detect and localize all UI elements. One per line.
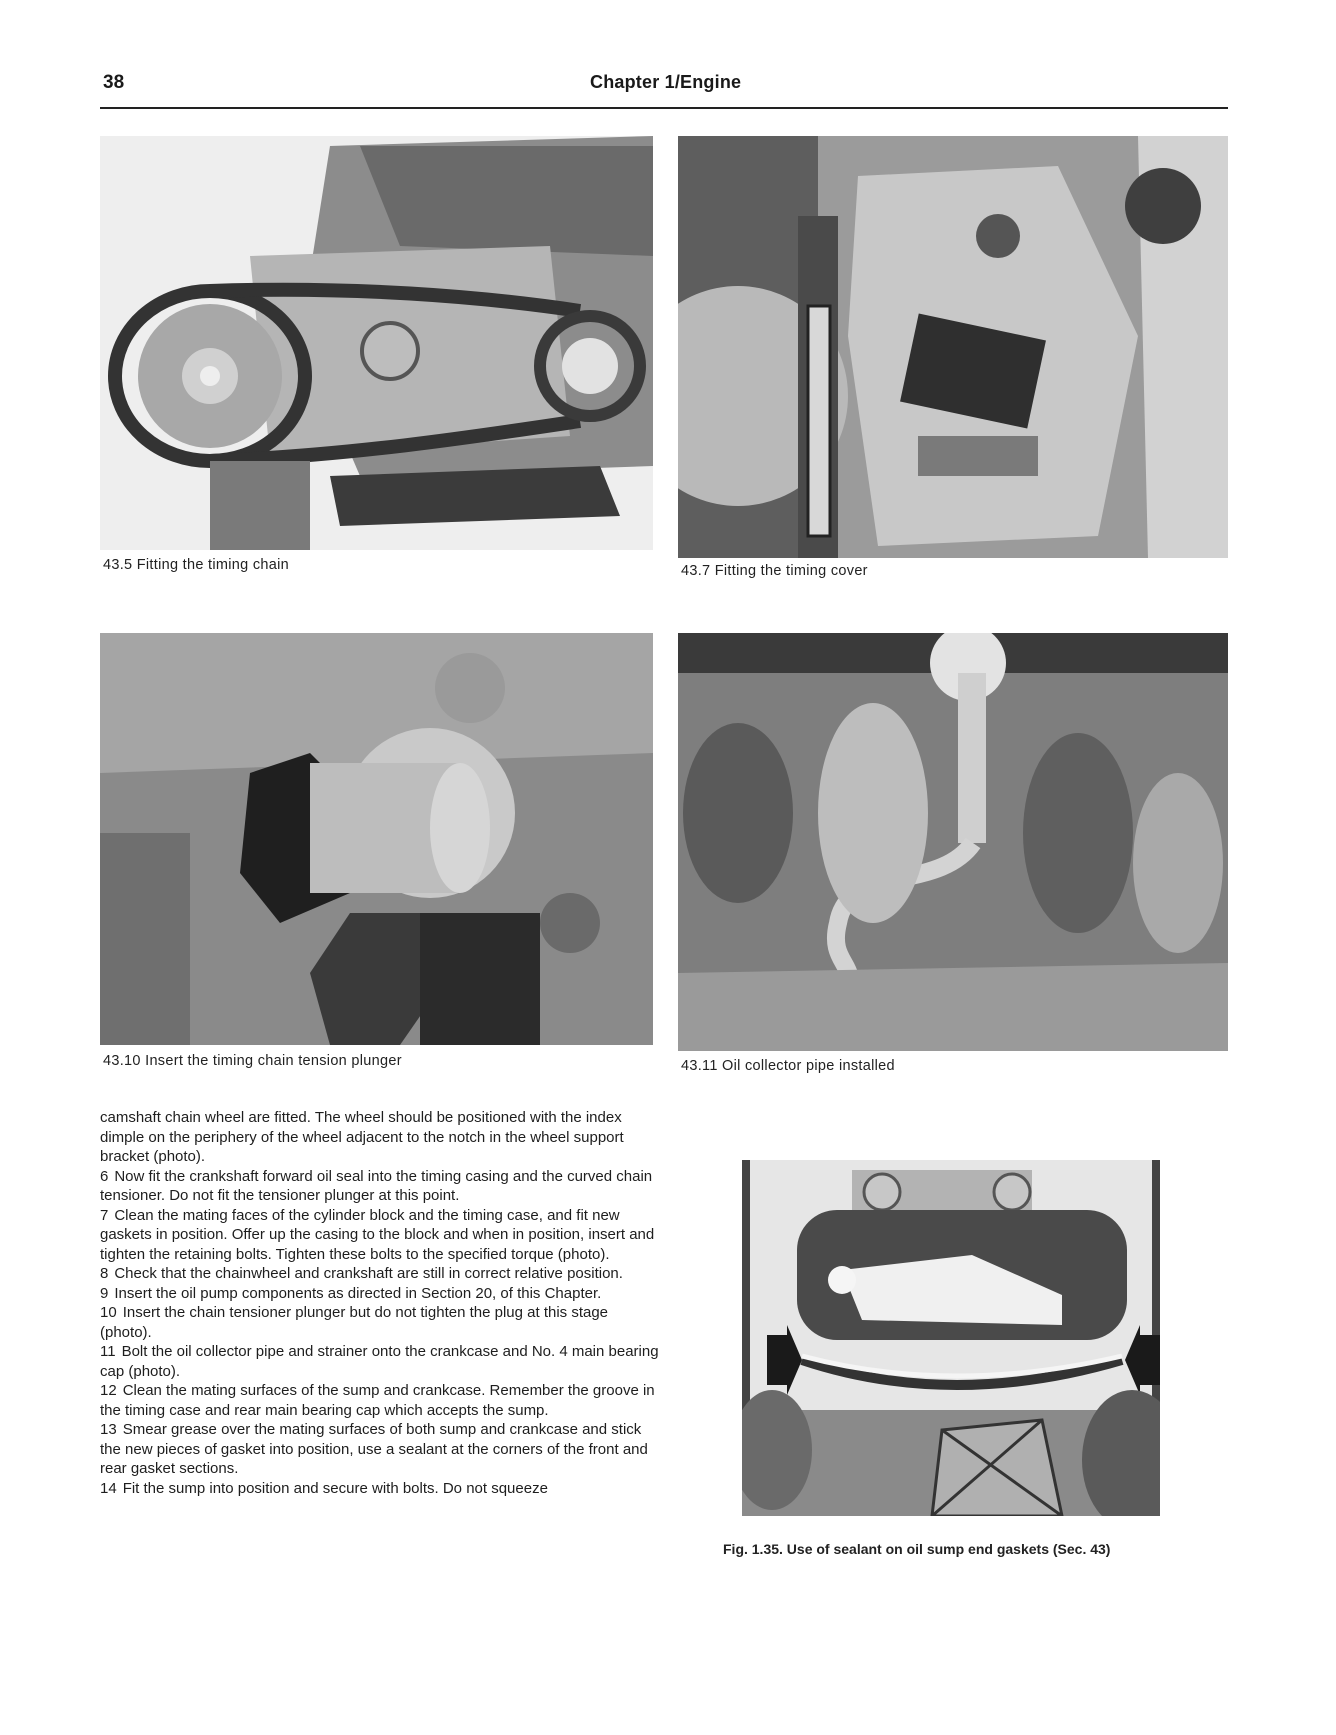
paragraph: 12 Clean the mating surfaces of the sump and crankcase. Remember the groove in the timing case and rear main bearing cap which accepts the sump.	[100, 1382, 655, 1419]
photo-caption: 43.11 Oil collector pipe installed	[681, 1058, 895, 1074]
paragraph: 11 Bolt the oil collector pipe and strainer onto the crankcase and No. 4 main bearing cap (photo).	[100, 1343, 659, 1380]
paragraph: camshaft chain wheel are fitted. The wheel should be positioned with the index dimple on the periphery of the wheel adjacent to the notch in the wheel support bracket (photo).	[100, 1109, 624, 1165]
photo-caption: 43.10 Insert the timing chain tension plunger	[103, 1053, 402, 1069]
paragraph: 9 Insert the oil pump components as directed in Section 20, of this Chapter.	[100, 1284, 602, 1302]
photo-tension-plunger	[100, 633, 653, 1045]
page-number: 38	[103, 72, 125, 93]
photo-caption: 43.5 Fitting the timing chain	[103, 557, 290, 573]
chapter-title: Chapter 1/Engine	[590, 72, 742, 92]
paragraph: 6 Now fit the crankshaft forward oil seal into the timing casing and the curved chain tensioner. Do not fit the tensioner plunger at this point.	[100, 1167, 653, 1204]
body-text	[100, 1108, 660, 1498]
paragraph: 8 Check that the chainwheel and crankshaft are still in correct relative position.	[100, 1265, 623, 1282]
photo-caption: 43.7 Fitting the timing cover	[681, 563, 868, 579]
photo-timing-chain	[100, 136, 653, 550]
paragraph: 7 Clean the mating faces of the cylinder block and the timing case, and fit new gaskets in position. Offer up the casing to the block and when in position, insert and tighten the retaining bolts. Tighten these bolts to the specified torque (photo).	[100, 1206, 655, 1263]
header-divider	[100, 107, 1228, 109]
paragraph: 14 Fit the sump into position and secure with bolts. Do not squeeze	[100, 1479, 548, 1497]
paragraph: 10 Insert the chain tensioner plunger but do not tighten the plug at this stage (photo).	[100, 1304, 609, 1341]
photo-oil-collector-pipe	[678, 633, 1228, 1051]
figure-caption: Fig. 1.35. Use of sealant on oil sump end gaskets (Sec. 43)	[723, 1541, 1111, 1557]
figure-oil-sump-gasket	[742, 1160, 1160, 1516]
paragraph: 13 Smear grease over the mating surfaces of both sump and crankcase and stick the new pieces of gasket into position, use a sealant at the corners of the front and rear gasket sections.	[100, 1421, 648, 1477]
photo-timing-cover	[678, 136, 1228, 558]
